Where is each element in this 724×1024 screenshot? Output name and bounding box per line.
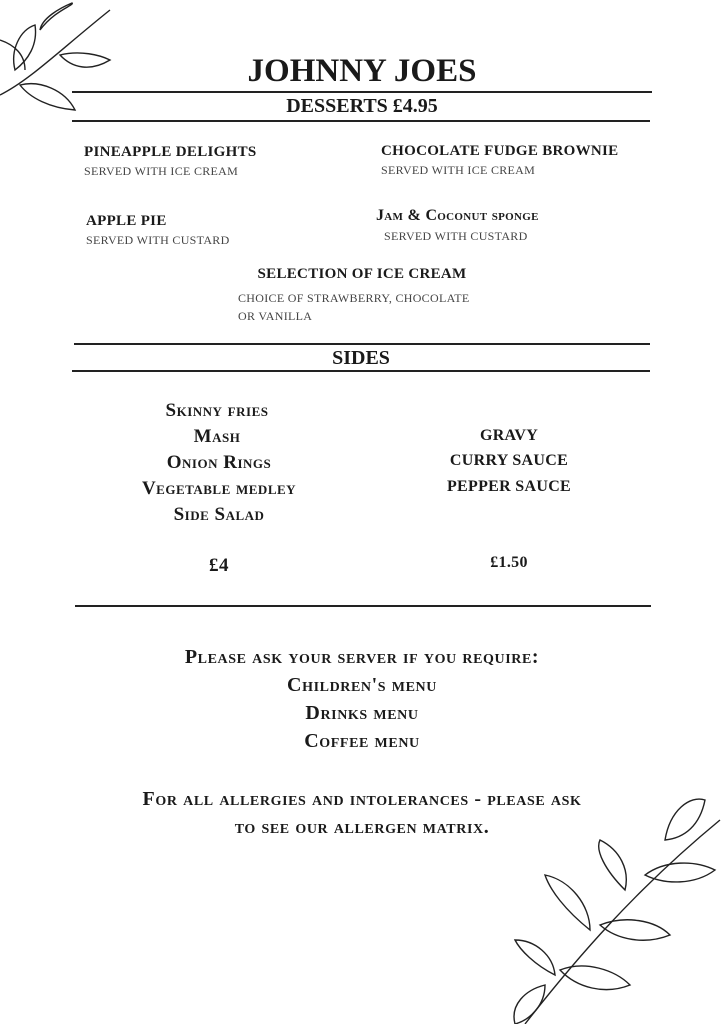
dessert-item — [86, 213, 230, 248]
desserts-heading: DESSERTS £4.95 — [286, 95, 438, 117]
dessert-desc: SERVED WITH ICE CREAM — [381, 163, 536, 177]
dessert-desc: CHOICE OF STRAWBERRY, CHOCOLATE — [238, 291, 470, 305]
dessert-desc: SERVED WITH CUSTARD — [86, 233, 230, 247]
footer-line: Drinks menu — [305, 702, 419, 724]
sides-price: £4 — [209, 555, 229, 576]
restaurant-title: JOHNNY JOES — [247, 53, 477, 89]
side-item: Onion Rings — [166, 452, 272, 473]
footer-line: Please ask your server if you require: — [184, 646, 540, 668]
dessert-name: CHOCOLATE FUDGE BROWNIE — [381, 143, 619, 159]
sauce-price: £1.50 — [490, 554, 528, 571]
side-item: Skinny fries — [165, 400, 269, 421]
dessert-name: APPLE PIE — [86, 213, 167, 229]
divider — [72, 120, 650, 122]
dessert-name: PINEAPPLE DELIGHTS — [84, 144, 257, 160]
leaf-decoration-icon — [505, 780, 724, 1024]
leaf-decoration-icon — [0, 0, 130, 130]
dessert-item — [376, 207, 539, 244]
side-item: Vegetable medley — [141, 478, 297, 499]
allergy-note: For all allergies and intolerances - please ask — [142, 788, 582, 810]
sauce-item: PEPPER SAUCE — [446, 478, 572, 495]
sauce-item: GRAVY — [479, 427, 539, 444]
divider — [74, 343, 650, 345]
dessert-item — [381, 143, 618, 178]
sauce-item: CURRY SAUCE — [449, 452, 569, 469]
dessert-name: Jam & Coconut sponge — [376, 207, 539, 224]
allergy-note: to see our allergen matrix. — [234, 816, 490, 838]
sides-heading: SIDES — [332, 347, 390, 369]
footer-line: Children's menu — [287, 674, 437, 696]
divider — [75, 605, 651, 607]
dessert-item — [84, 144, 257, 179]
dessert-desc: OR VANILLA — [238, 309, 313, 323]
dessert-name: SELECTION OF ICE CREAM — [257, 266, 467, 282]
side-item: Side Salad — [173, 504, 265, 525]
side-item: Mash — [193, 426, 241, 447]
divider — [72, 370, 650, 372]
divider — [72, 91, 652, 93]
dessert-desc: SERVED WITH ICE CREAM — [84, 164, 239, 178]
dessert-desc: SERVED WITH CUSTARD — [384, 229, 528, 243]
footer-line: Coffee menu — [304, 730, 420, 752]
